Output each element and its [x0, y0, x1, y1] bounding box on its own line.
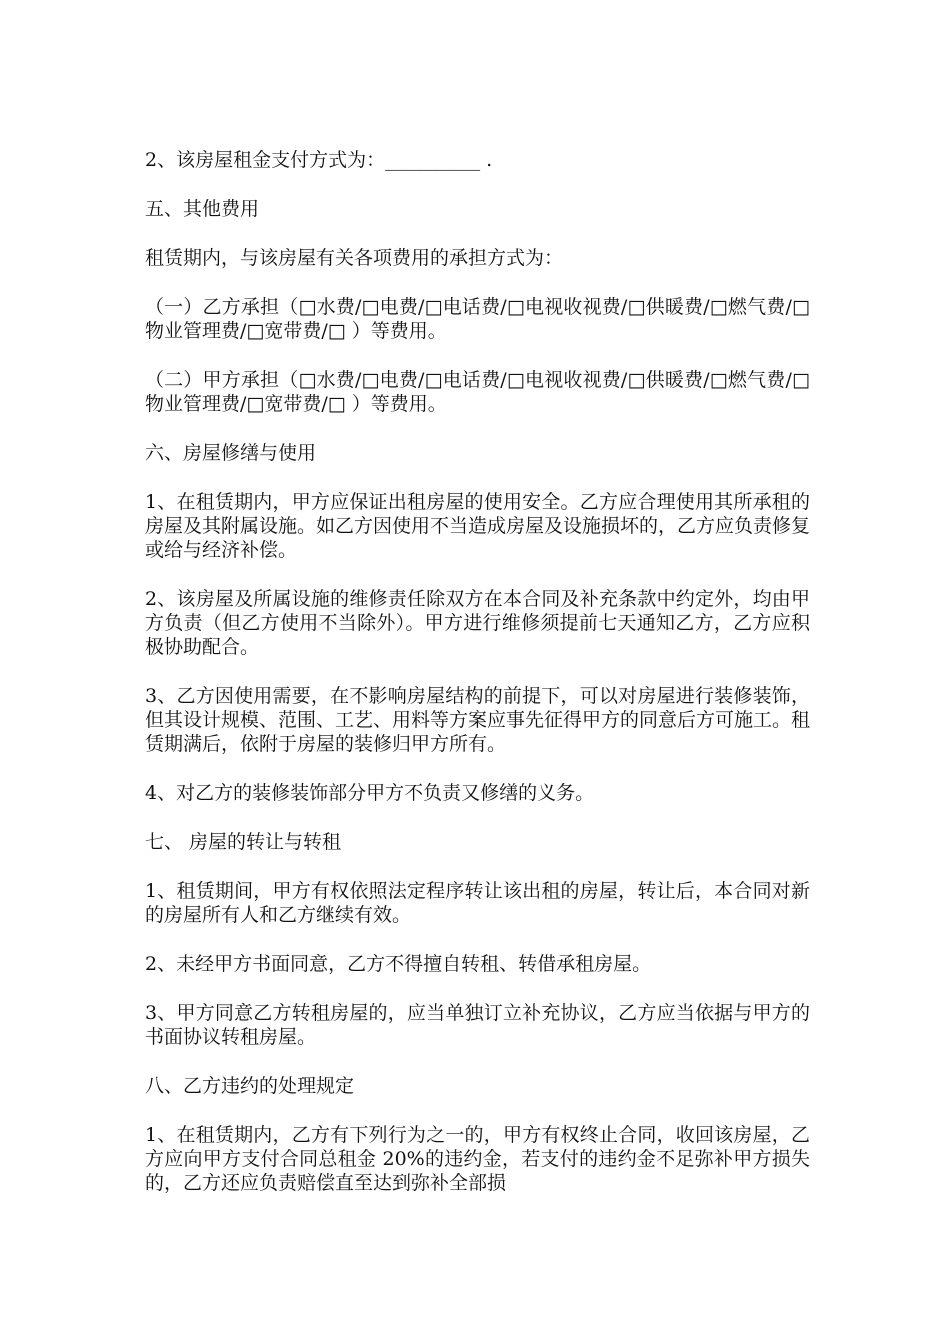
paragraph-repair-4: 4、对乙方的装修装饰部分甲方不负责又修缮的义务。 [145, 782, 595, 804]
paragraph-transfer-2: 2、未经甲方书面同意，乙方不得擅自转租、转借承租房屋。 [145, 953, 652, 975]
heading-repair-use: 六、房屋修缮与使用 [145, 442, 317, 464]
heading-tenant-breach: 八、乙方违约的处理规定 [145, 1075, 355, 1097]
paragraph-repair-2: 2、该房屋及所属设施的维修责任除双方在本合同及补充条款中约定外，均由甲方负责（但乙方使用不当除外）。甲方进行维修须提前七天通知乙方，乙方应积极协助配合。 [145, 588, 810, 658]
paragraph-repair-3: 3、乙方因使用需要，在不影响房屋结构的前提下，可以对房屋进行装修装饰，但其设计规模、范围、工艺、用料等方案应事先征得甲方的同意后方可施工。租赁期满后，依附于房屋的装修归甲方所有。 [145, 685, 811, 755]
paragraph-repair-1: 1、在租赁期内，甲方应保证出租房屋的使用安全。乙方应合理使用其所承租的房屋及其附属设施。如乙方因使用不当造成房屋及设施损坏的，乙方应负责修复或给与经济补偿。 [145, 491, 811, 561]
paragraph-rent-payment: 2、该房屋租金支付方式为：__________ . [145, 149, 493, 171]
heading-transfer-sublet: 七、 房屋的转让与转租 [145, 831, 342, 853]
paragraph-landlord-fees: （二）甲方承担（□水费/□电费/□电话费/□电视收视费/□供暖费/□燃气费/□物业管理费/□宽带费/□ ）等费用。 [145, 369, 810, 415]
paragraph-fee-bearing: 租赁期内，与该房屋有关各项费用的承担方式为： [145, 247, 564, 269]
paragraph-tenant-fees: （一）乙方承担（□水费/□电费/□电话费/□电视收视费/□供暖费/□燃气费/□物业管理费/□宽带费/□ ）等费用。 [145, 296, 810, 342]
heading-other-fees: 五、其他费用 [145, 198, 260, 220]
document-body [145, 148, 810, 1220]
paragraph-breach-1: 1、在租赁期内，乙方有下列行为之一的，甲方有权终止合同，收回该房屋，乙方应向甲方支付合同总租金 20%的违约金，若支付的违约金不足弥补甲方损失的，乙方还应负责赔偿直至达到弥补全部损 [145, 1124, 810, 1194]
paragraph-transfer-3: 3、甲方同意乙方转租房屋的，应当单独订立补充协议，乙方应当依据与甲方的书面协议转租房屋。 [145, 1002, 810, 1048]
paragraph-transfer-1: 1、租赁期间，甲方有权依照法定程序转让该出租的房屋，转让后，本合同对新的房屋所有人和乙方继续有效。 [145, 880, 810, 926]
